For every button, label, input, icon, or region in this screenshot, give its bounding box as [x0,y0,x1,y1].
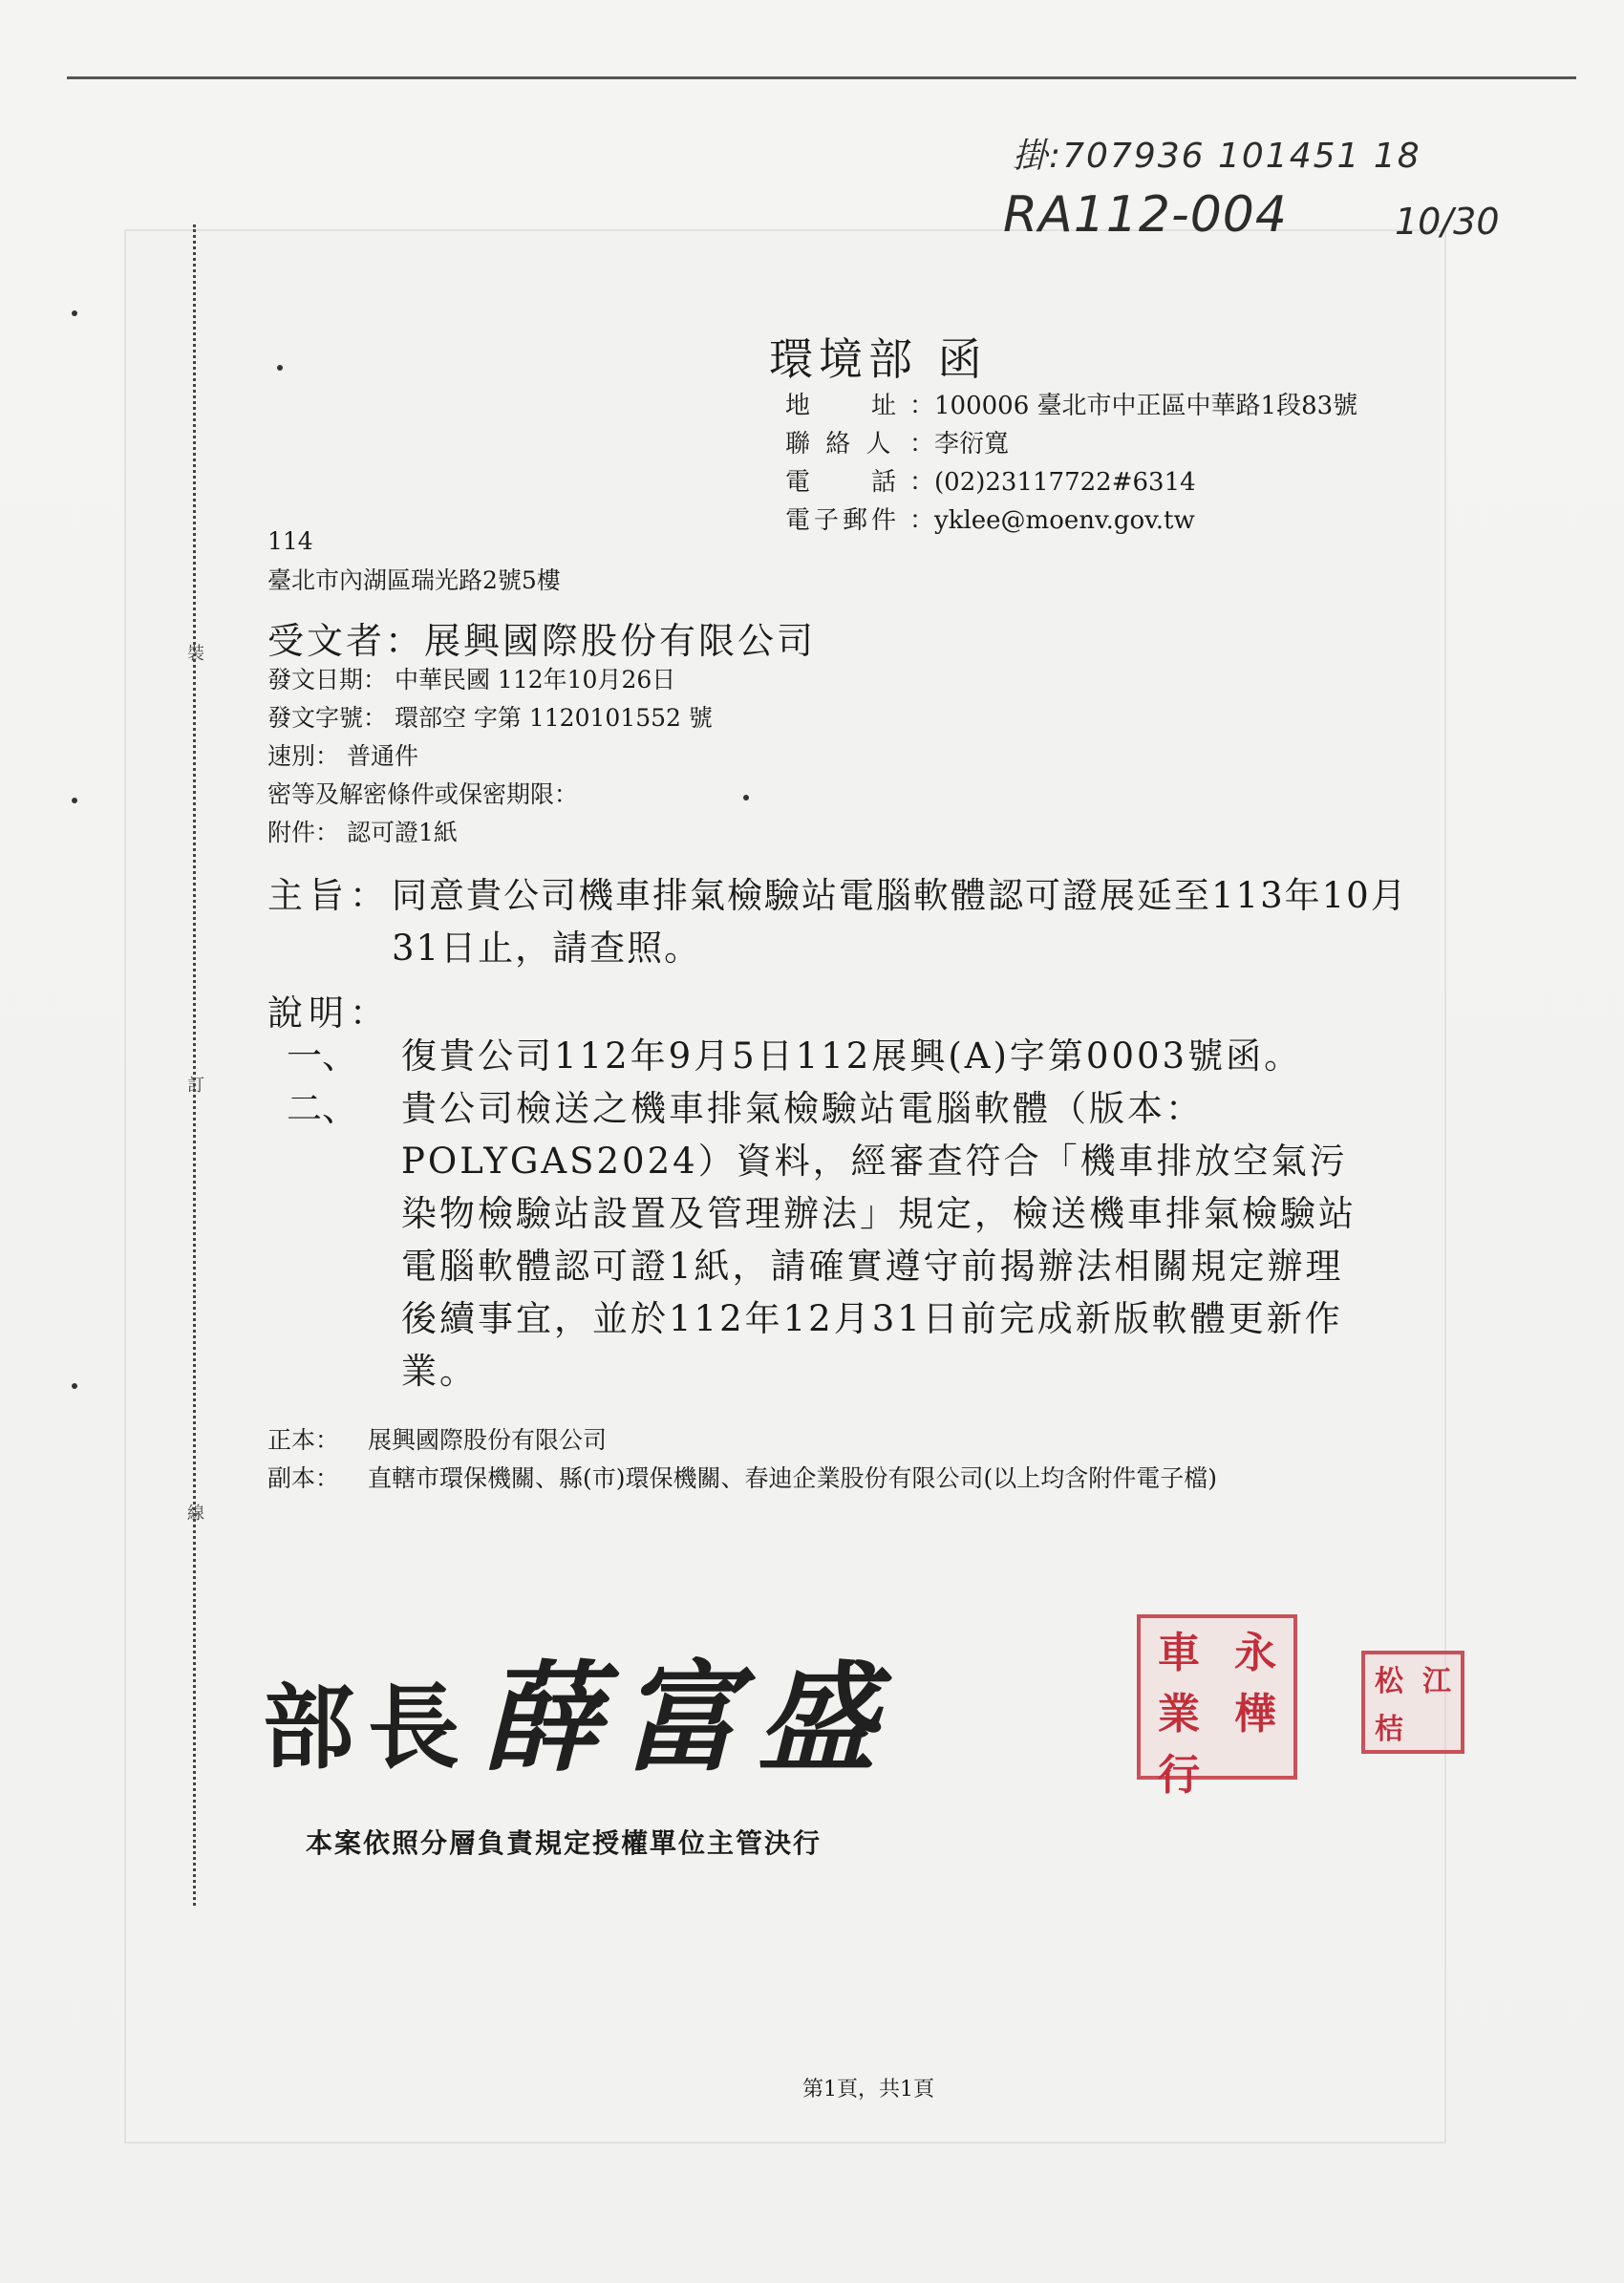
explanation-item [287,1030,1385,1082]
scan-speck [743,795,749,800]
personal-seal-small [1361,1651,1464,1754]
issuance-metadata [267,661,713,852]
contact-phone [785,463,1357,501]
contact-label: 地 址 [785,392,901,420]
signature-name: 薛富盛 [482,1650,896,1788]
handwritten-date: 10/30 [1395,201,1500,243]
meta-label: 發文字號： [267,704,388,732]
scan-speck [72,798,77,803]
issue-number [267,699,713,737]
contact-separator: ： [909,392,935,420]
contact-separator: ： [909,430,935,459]
binding-mark-zhuang: 裝 [187,644,204,664]
subject-section [267,869,1414,974]
item-number: 二、 [287,1088,357,1129]
seal-char: 永 [1234,1629,1276,1677]
item-text: 復貴公司112年9月5日112展興(A)字第0003號函。 [401,1035,1303,1077]
meta-label: 速別： [267,742,340,770]
issue-date [267,661,713,699]
binding-dotted-line [193,224,196,1906]
explanation-label: 說明： [267,992,391,1034]
meta-label: 密等及解密條件或保密期限： [267,780,579,808]
meta-label: 附件： [267,819,340,846]
distribution-list [267,1421,1414,1498]
binding-mark-ding: 訂 [187,1076,204,1096]
original-recipient [267,1421,1414,1460]
contact-label: 電 話 [785,468,901,497]
scan-speck [72,1383,77,1389]
recipient-zip: 114 [267,527,313,555]
handwritten-case-number: RA112-004 [1003,186,1288,244]
meta-label: 發文日期： [267,666,388,693]
seal-char: 車 [1158,1629,1200,1677]
seal-char: 業 [1158,1690,1200,1739]
seal-char: 松 [1375,1665,1403,1698]
recipient-name: 受文者：展興國際股份有限公司 [267,620,817,662]
explanation-item [287,1082,1385,1398]
contact-label: 聯 絡 人 [785,430,895,459]
seal-char [1413,1702,1461,1750]
subject-text: 同意貴公司機車排氣檢驗站電腦軟體認可證展延至113年10月31日止，請查照。 [392,875,1408,969]
scan-speck [72,310,77,316]
handwritten-registration: 掛:707936 101451 18 [1013,137,1421,176]
contact-value: (02)23117722#6314 [934,468,1196,497]
meta-value: 環部空 字第 1120101552 號 [394,704,713,732]
company-seal-large [1137,1614,1297,1800]
urgency [267,737,713,776]
attachment [267,814,713,852]
copy-recipients [267,1460,1414,1498]
copy-value: 展興國際股份有限公司 [368,1426,608,1454]
contact-value: 李衍寬 [934,430,1010,459]
contact-value: yklee@moenv.gov.tw [934,506,1195,535]
item-text: 貴公司檢送之機車排氣檢驗站電腦軟體（版本：POLYGAS2024）資料，經審查符合「機車排放空氣污染物檢驗站設置及管理辦法」規定，檢送機車排氣檢驗站電腦軟體認可證1紙，請確實遵守前揭辦法相關規定辦理後續事宜，並於112年12月31日前完成新版軟體更新作業。 [401,1088,1357,1392]
signature-title: 部長 [263,1674,473,1782]
meta-value: 認可證1紙 [346,819,458,846]
subject-label: 主旨： [267,875,391,916]
contact-separator: ： [909,506,935,535]
authorization-note: 本案依照分層負責規定授權單位主管決行 [306,1827,823,1859]
copy-label: 副本： [267,1464,340,1492]
meta-value: 中華民國 112年10月26日 [394,666,676,693]
binding-mark-xian: 線 [187,1504,204,1524]
page-number: 第1頁，共1頁 [802,2078,934,2102]
document-title: 環境部 函 [769,333,988,385]
seal-char: 行 [1158,1751,1200,1800]
contact-email [785,501,1357,540]
seal-char: 桔 [1375,1713,1403,1746]
top-paper-edge [67,76,1576,79]
minister-signature [263,1624,895,1794]
contact-label: 電子郵件 [785,506,901,535]
seal-char: 江 [1422,1665,1451,1698]
item-number: 一、 [287,1035,357,1077]
contact-value: 100006 臺北市中正區中華路1段83號 [934,392,1358,420]
seal-char: 樺 [1234,1690,1276,1739]
meta-value: 普通件 [346,742,418,770]
explanation-items [287,1030,1385,1398]
seal-char [1217,1740,1293,1802]
contact-person [785,425,1357,463]
copy-label: 正本： [267,1426,340,1454]
contact-separator: ： [909,468,935,497]
confidentiality [267,776,713,814]
scan-speck [277,365,283,371]
recipient-address: 臺北市內湖區瑞光路2號5樓 [267,566,561,594]
copy-value: 直轄市環保機關、縣(市)環保機關、春迪企業股份有限公司(以上均含附件電子檔) [368,1464,1218,1492]
contact-address [785,387,1357,425]
sender-contact-block [785,387,1357,540]
